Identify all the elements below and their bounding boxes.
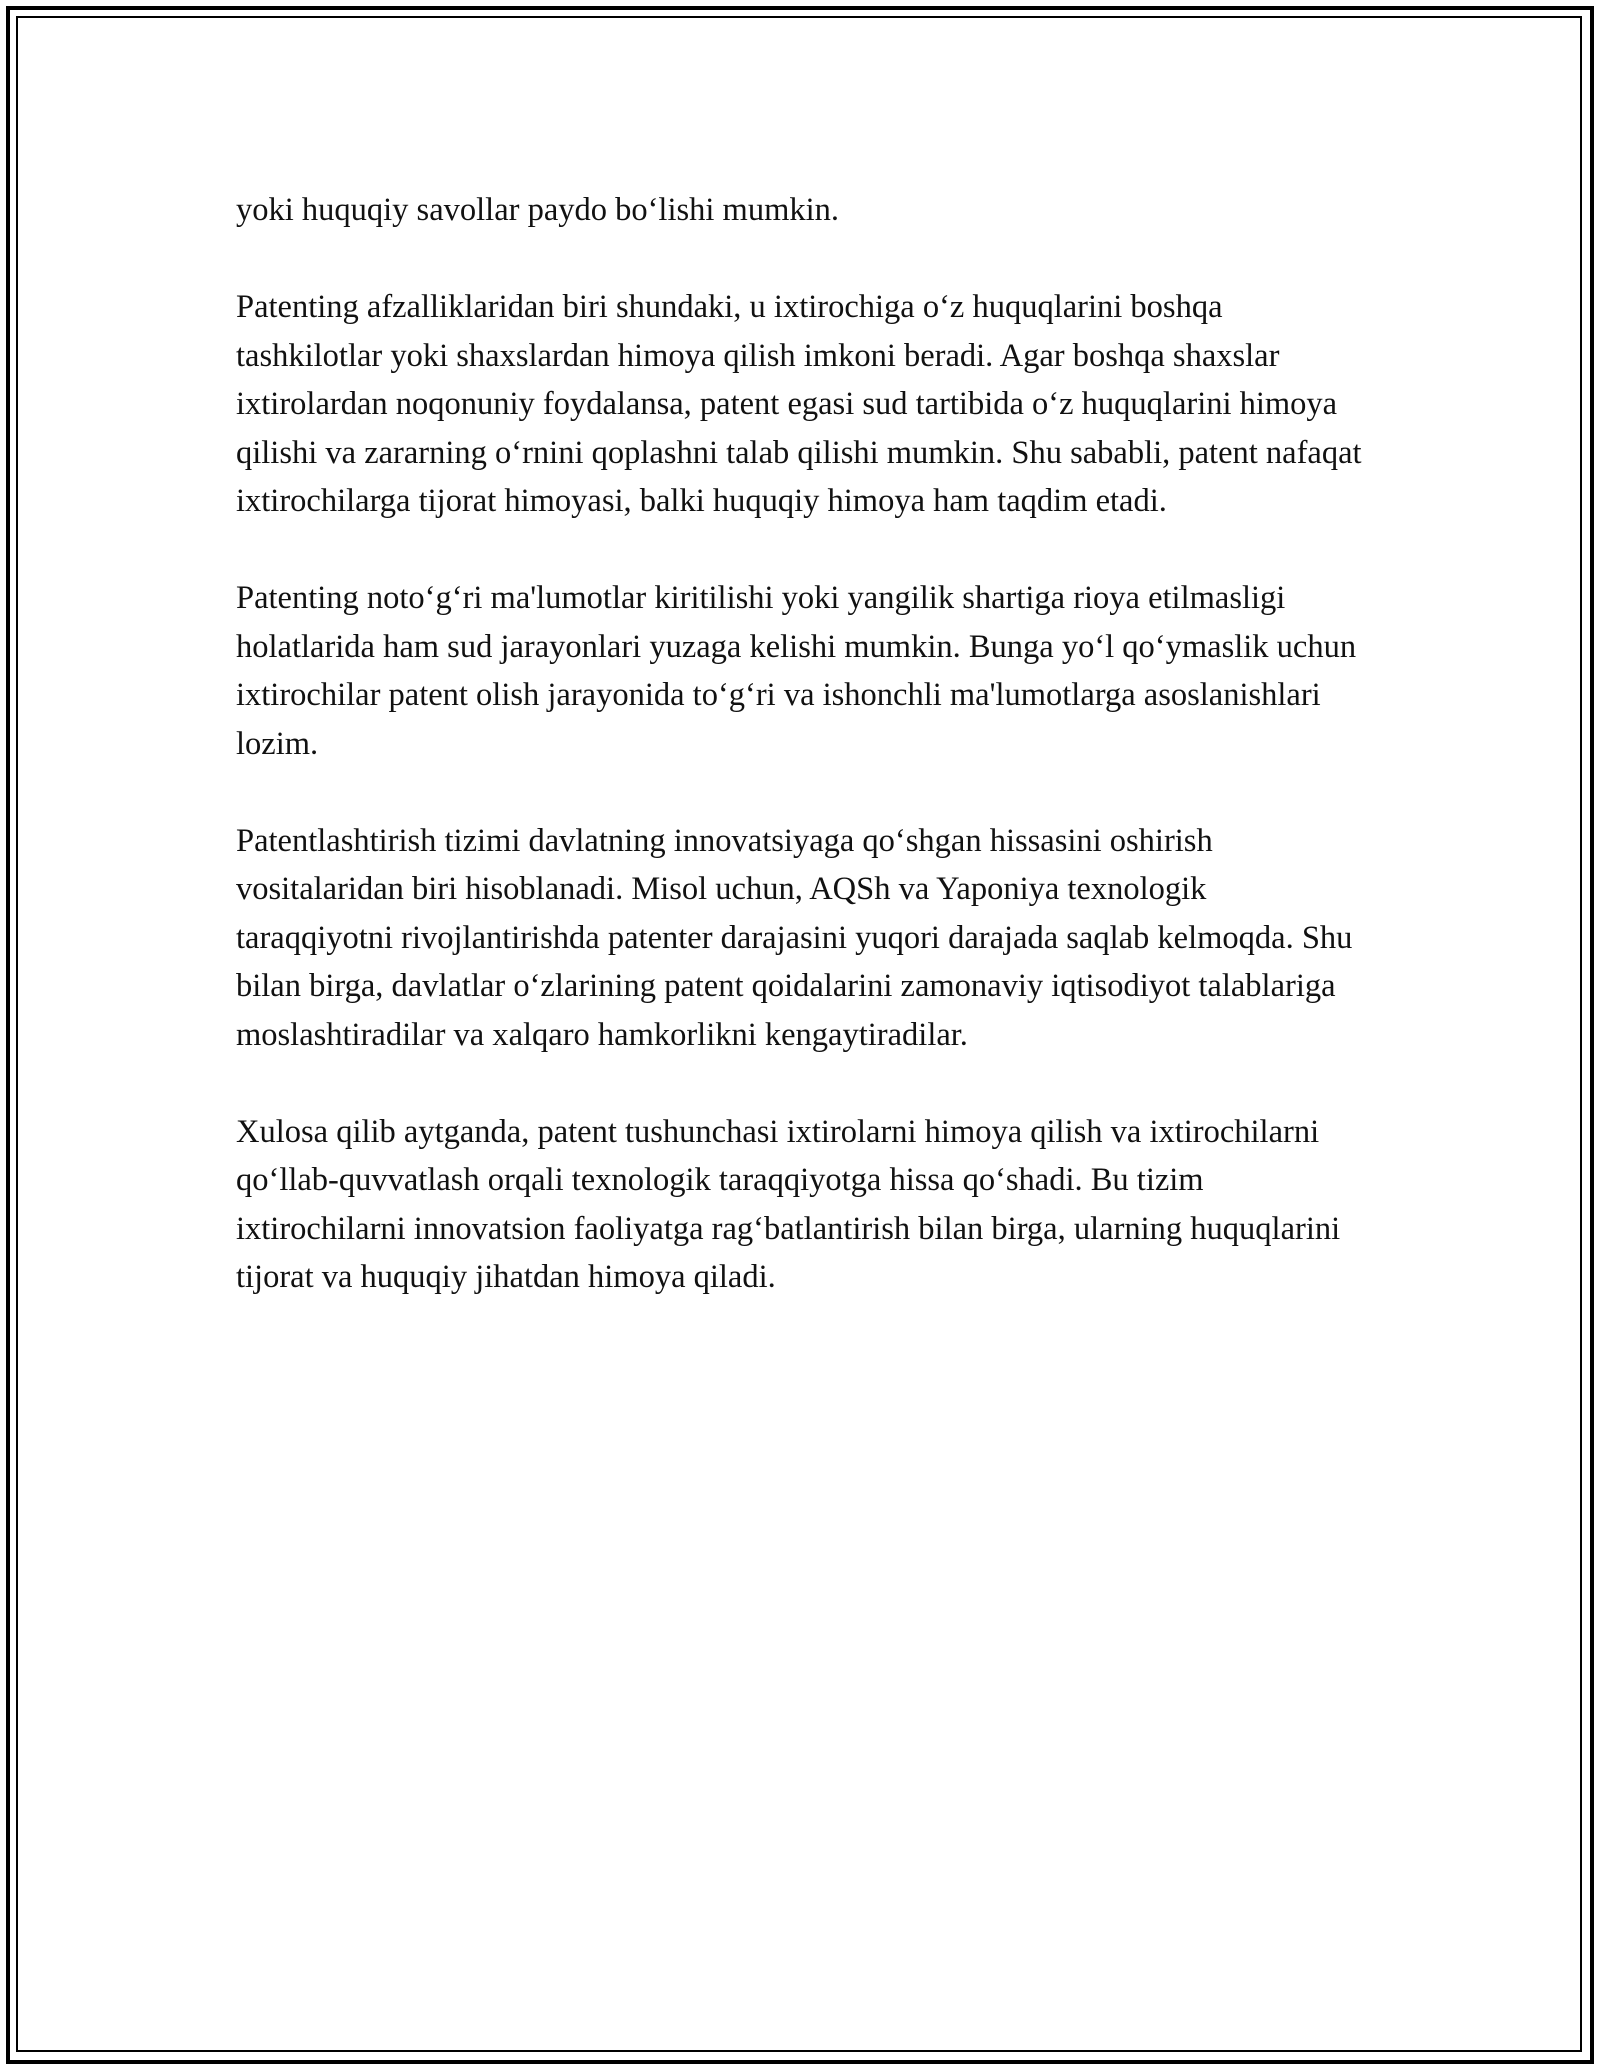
paragraph-4: Patentlashtirish tizimi davlatning innovatsiyaga qo‘shgan hissasini oshirish vositalaridan biri hisoblanadi. Misol uchun, AQSh va Yaponiya texnologik taraqqiyotni rivojlantirishda patenter darajasini yuqori darajada saqlab kelmoqda. Shu bilan birga, davlatlar o‘zlarining patent qoidalarini zamonaviy iqtisodiyot talablariga moslashtiradilar va xalqaro hamkorlikni kengaytiradilar. [236, 822, 1353, 1053]
paragraph-5: Xulosa qilib aytganda, patent tushunchasi ixtirolarni himoya qilish va ixtirochilarni qo‘llab-quvvatlash orqali texnologik taraqqiyotga hissa qo‘shadi. Bu tizim ixtirochilarni innovatsion faoliyatga rag‘batlantirish bilan birga, ularning huquqlarini tijorat va huquqiy jihatdan himoya qiladi. [236, 1113, 1341, 1295]
document-body [236, 186, 1366, 1350]
paragraph-1: yoki huquqiy savollar paydo bo‘lishi mumkin. [236, 192, 840, 228]
paragraph-3: Patenting noto‘g‘ri ma'lumotlar kiritilishi yoki yangilik shartiga rioya etilmasligi holatlarida ham sud jarayonlari yuzaga kelishi mumkin. Bunga yo‘l qo‘ymaslik uchun ixtirochilar patent olish jarayonida to‘g‘ri va ishonchli ma'lumotlarga asoslanishlari lozim. [236, 580, 1357, 762]
paragraph-2: Patenting afzalliklaridan biri shundaki, u ixtirochiga o‘z huquqlarini boshqa tashkilotlar yoki shaxslardan himoya qilish imkoni beradi. Agar boshqa shaxslar ixtirolardan noqonuniy foydalansa, patent egasi sud tartibida o‘z huquqlarini himoya qilishi va zararning o‘rnini qoplashni talab qilishi mumkin. Shu sababli, patent nafaqat ixtirochilarga tijorat himoyasi, balki huquqiy himoya ham taqdim etadi. [236, 289, 1362, 519]
